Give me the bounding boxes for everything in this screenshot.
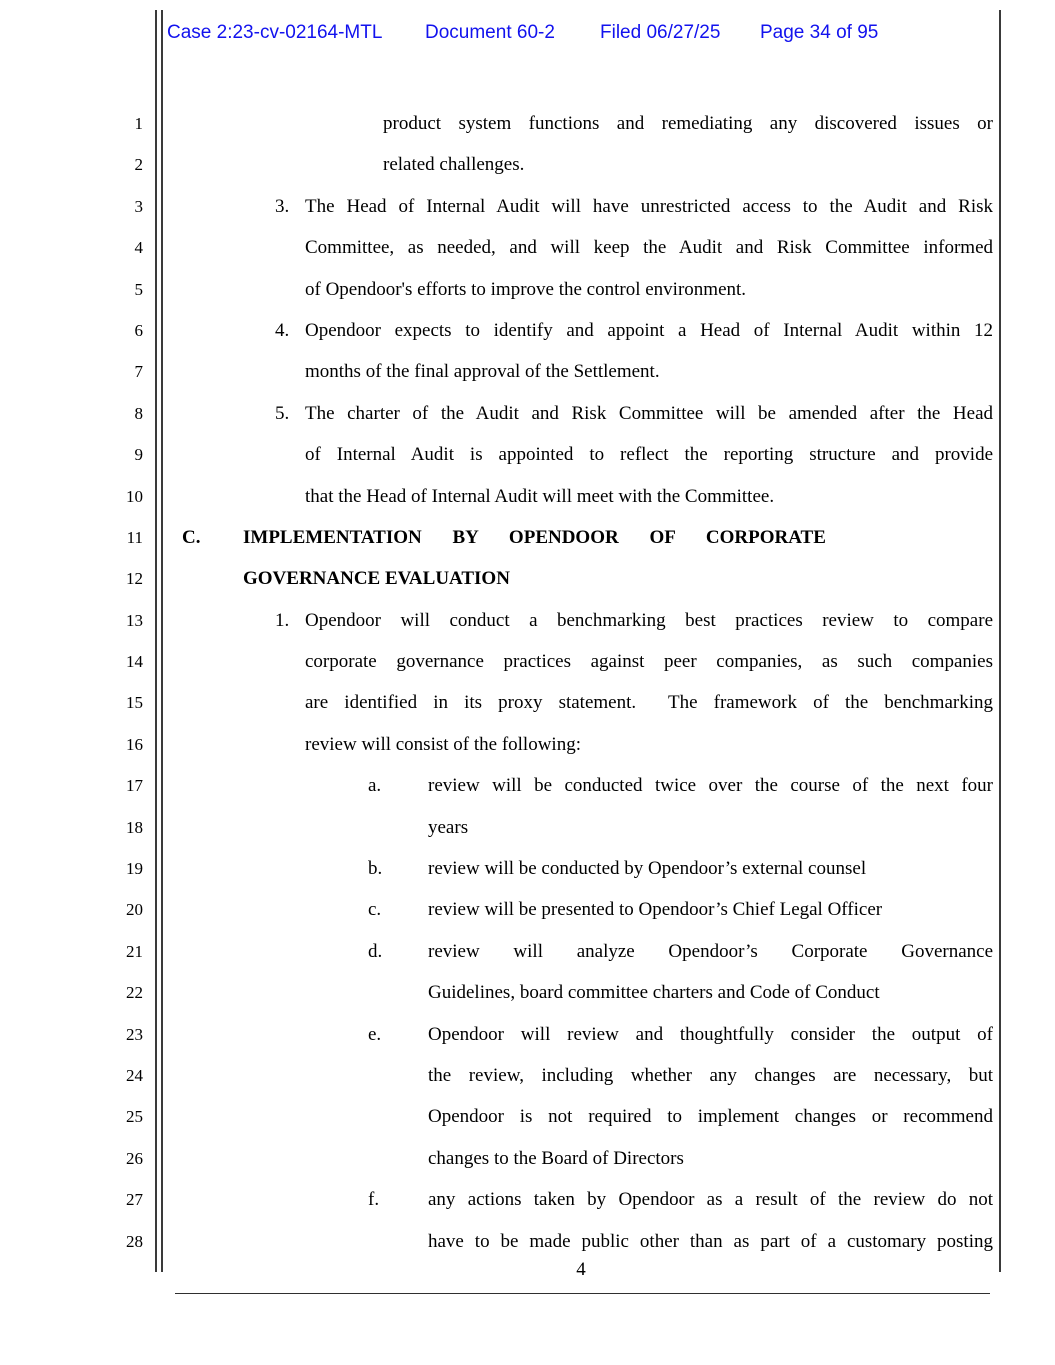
line-number: 27 [126,1190,143,1210]
list-marker: 4. [275,319,290,341]
line-text-container [162,144,1000,185]
line-text: that the Head of Internal Audit will meet with the Committee. [305,485,775,507]
line-text-container [162,517,1000,558]
line-text-container [162,476,1000,517]
line-number: 6 [134,320,143,340]
line-text: review will be conducted twice over the course of the next four [428,775,993,797]
line-number: 10 [126,486,143,506]
line-number: 17 [126,776,143,796]
line-text: have to be made public other than as part of a customary posting [428,1230,993,1252]
document-line [0,351,1055,392]
line-text: of Internal Audit is appointed to reflect the reporting structure and provide [305,444,993,466]
line-text: years [428,816,469,838]
line-number: 15 [126,693,143,713]
document-line [0,103,1055,144]
document-line [0,434,1055,475]
line-text-container [162,1055,1000,1096]
list-marker: c. [368,899,382,921]
line-number: 5 [134,279,143,299]
header-case-number: Case 2:23-cv-02164-MTL [167,22,383,43]
list-marker: C. [182,526,201,548]
line-text-container [162,1221,1000,1262]
document-line [0,517,1055,558]
line-text-container [162,186,1000,227]
line-text: months of the final approval of the Settlement. [305,361,660,383]
list-marker: e. [368,1023,382,1045]
line-text-container [162,1179,1000,1220]
line-number: 7 [134,362,143,382]
line-text: are identified in its proxy statement. The framework of the benchmarking [305,692,993,714]
line-text-container [162,889,1000,930]
document-line [0,269,1055,310]
line-number: 25 [126,1107,143,1127]
line-number: 24 [126,1065,143,1085]
line-number: 28 [126,1231,143,1251]
line-text-container [162,765,1000,806]
document-line [0,765,1055,806]
line-number: 4 [134,238,143,258]
line-number: 14 [126,652,143,672]
line-number: 2 [134,155,143,175]
line-text-container [162,434,1000,475]
line-text: review will analyze Opendoor’s Corporate Governance [428,940,993,962]
line-number: 1 [134,114,143,133]
list-marker: a. [368,775,382,797]
line-text: of Opendoor's efforts to improve the control environment. [305,278,747,300]
document-line [0,186,1055,227]
document-line [0,310,1055,351]
line-text-container [162,310,1000,351]
document-line [0,972,1055,1013]
header-page-info: Page 34 of 95 [760,22,879,43]
header-filed-date: Filed 06/27/25 [600,22,721,43]
line-text: related challenges. [383,154,525,176]
line-text-container [162,227,1000,268]
line-text: review will consist of the following: [305,733,581,755]
line-text: product system functions and remediating any discovered issues or [383,113,993,134]
line-text: changes to the Board of Directors [428,1147,684,1169]
line-text-container [162,724,1000,765]
document-line [0,931,1055,972]
document-line [0,227,1055,268]
line-text-container [162,393,1000,434]
line-text-container [162,848,1000,889]
list-marker: f. [368,1189,380,1211]
line-text: IMPLEMENTATION BY OPENDOOR OF CORPORATE [243,526,826,548]
line-text-container [162,103,1000,144]
document-line [0,1055,1055,1096]
list-marker: 1. [275,609,290,631]
line-number: 20 [126,900,143,920]
list-marker: 3. [275,195,290,217]
line-text-container [162,558,1000,599]
line-text-container [162,807,1000,848]
page-number: 4 [576,1259,586,1280]
header-document-number: Document 60-2 [425,22,555,43]
line-number: 23 [126,1024,143,1044]
line-number: 18 [126,817,143,837]
line-text-container [162,269,1000,310]
footer-rule [175,1293,990,1294]
document-line [0,1221,1055,1262]
document-line [0,1096,1055,1137]
line-text-container [162,641,1000,682]
line-number: 3 [134,196,143,216]
document-body [0,103,1055,1262]
line-text: the review, including whether any changes are necessary, but [428,1064,993,1086]
line-number: 16 [126,734,143,754]
document-line [0,558,1055,599]
line-text: any actions taken by Opendoor as a result of the review do not [428,1189,993,1211]
document-line [0,848,1055,889]
line-text-container [162,1096,1000,1137]
line-number: 12 [126,569,143,589]
document-line [0,476,1055,517]
list-marker: 5. [275,402,290,424]
line-number: 22 [126,983,143,1003]
line-text: Opendoor will review and thoughtfully consider the output of [428,1023,993,1045]
line-text: Opendoor is not required to implement changes or recommend [428,1106,993,1128]
document-line [0,807,1055,848]
line-text: corporate governance practices against peer companies, as such companies [305,651,993,673]
document-line [0,724,1055,765]
document-line [0,1138,1055,1179]
line-text: The charter of the Audit and Risk Committee will be amended after the Head [305,402,993,424]
line-number: 8 [134,403,143,423]
line-text-container [162,600,1000,641]
document-line [0,641,1055,682]
line-text-container [162,931,1000,972]
line-text: review will be presented to Opendoor’s Chief Legal Officer [428,899,883,921]
document-line [0,1179,1055,1220]
line-number: 9 [134,445,143,465]
line-text: The Head of Internal Audit will have unrestricted access to the Audit and Risk [305,195,993,217]
line-number: 19 [126,859,143,879]
line-text: Guidelines, board committee charters and Code of Conduct [428,982,880,1004]
page-footer [162,1259,1000,1281]
document-line [0,144,1055,185]
line-text: Committee, as needed, and will keep the Audit and Risk Committee informed [305,237,993,259]
document-line [0,600,1055,641]
line-text-container [162,682,1000,723]
document-line [0,682,1055,723]
line-text-container [162,1014,1000,1055]
document-line [0,1014,1055,1055]
line-number: 13 [126,610,143,630]
line-text-container [162,1138,1000,1179]
document-line [0,889,1055,930]
line-text: GOVERNANCE EVALUATION [243,568,510,590]
line-text: Opendoor expects to identify and appoint a Head of Internal Audit within 12 [305,319,993,341]
line-number: 21 [126,941,143,961]
line-text-container [162,972,1000,1013]
line-text-container [162,351,1000,392]
list-marker: b. [368,858,383,880]
list-marker: d. [368,940,383,962]
document-line [0,393,1055,434]
line-number: 11 [126,527,143,547]
line-text: Opendoor will conduct a benchmarking best practices review to compare [305,609,993,631]
line-text: review will be conducted by Opendoor’s external counsel [428,858,867,880]
line-number: 26 [126,1148,143,1168]
